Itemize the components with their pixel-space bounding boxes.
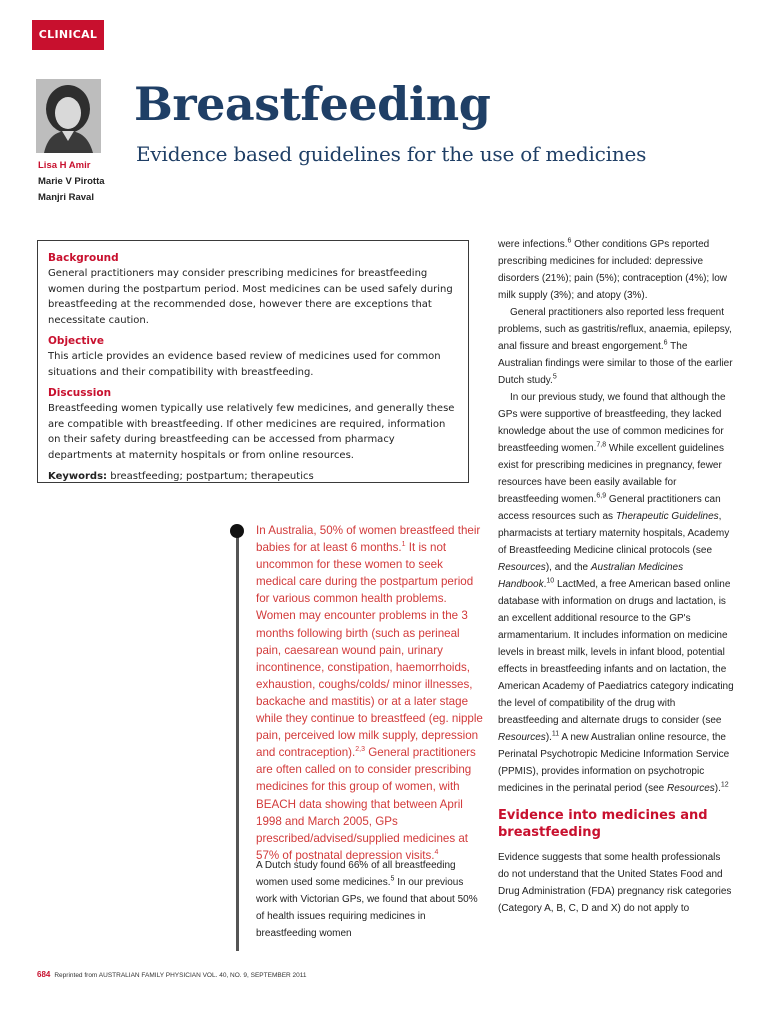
abstract-keywords (48, 469, 458, 485)
pull-quote-rule (236, 531, 239, 951)
citation-ref: 1 (401, 541, 406, 549)
pull-quote-text: In Australia, 50% of women breastfeed their babies for at least 6 months. (256, 524, 481, 555)
article-title: Breastfeeding (134, 77, 491, 131)
article-subtitle: Evidence based guidelines for the use of medicines (136, 142, 647, 166)
body-paragraph: Evidence suggests that some health professionals do not understand that the United States Food and Drug Administration (FDA) pregnancy risk categories (Category A, B, C, D and X) do not apply to (498, 852, 732, 914)
body-paragraph: were infections.$^6$ Other conditions GPs reported prescribing medicines for included: depressive disorders (21%); pain (5%); contraception (4%); low milk supply (3%); and atopy (3%). (498, 237, 727, 301)
abstract-objective-text: This article provides an evidence based review of medicines used for common situations and their compatibility with breastfeeding. (48, 351, 441, 378)
abstract-box (37, 240, 469, 483)
abstract-discussion-text: Breastfeeding women typically use relatively few medicines, and generally these are compatible with breastfeeding. If other medicines are required, information on their safety during breastfeeding can be accessed from pharmacy departments at maternity hospitals or from online resources. (48, 403, 455, 461)
pull-quote-text: General practitioners are often called on to consider prescribing medicines for this group of women, with BEACH data showing that between April 1998 and March 2005, GPs prescribed/advised/supplied medicines at 57% of postnatal depression visits. (256, 746, 476, 862)
citation-ref: 5 (390, 875, 395, 883)
author-name: Marie V Pirotta (38, 176, 105, 187)
citation-ref: 10 (546, 577, 555, 585)
citation-ref: 12 (720, 781, 729, 789)
author-photo (36, 79, 101, 153)
keywords-label: Keywords: (48, 471, 108, 482)
citation-ref: 6 (663, 339, 668, 347)
body-column-right (498, 236, 734, 917)
abstract-heading-discussion: Discussion (48, 387, 112, 399)
citation-ref: 5 (552, 373, 557, 381)
body-column-left (256, 857, 484, 942)
body-paragraph: In our previous study, we found that although the GPs were supportive of breastfeeding, they lacked knowledge about the use of common medicines for breastfeeding women.$^{7,8}$ While excellent guidelines exist for prescribing medicines in pregnancy, fewer resources have been easily available for breastfeeding women.$^{6,9}$ General practitioners can access resources such as Therapeutic Guidelines, pharmacists at tertiary maternity hospitals, Academy of Breastfeeding Medicine clinical protocols (see Resources), and the Australian Medicines Handbook.$^{10}$ LactMed, a free American based online database with information on drugs and lactation, is an excellent additional resource to the GP's armamentarium. It includes information on medicine levels in breast milk, levels in infant blood, potential effects in breastfeeding infants and on lactation, the American Academy of Paediatrics category indicating the level of compatibility of the drug with breastfeeding and alternate drugs to consider (see Resources).$^{11}$ A new Australian online resource, the Perinatal Psychotropic Medicine Information Service (PPMIS), provides information on psychotropic medicines in the perinatal period (see Resources).$^{12}$ (498, 392, 734, 794)
citation-ref: 6,9 (596, 492, 607, 500)
abstract-heading-objective: Objective (48, 335, 104, 347)
section-label: CLINICAL (32, 20, 104, 50)
pull-quote-text: It is not uncommon for these women to seek medical care during the postpartum period for various common health problems. Women may encounter problems in the 3 months following birth (such as perineal pain, caesarean wound pain, urinary incontinence, constipation, haemorrhoids, exhaustion, coughs/colds/ minor illnesses, backache and mastitis) or at a later stage while they continue to breastfeed (eg. nipple pain, perceived low milk supply, depression and contraception). (256, 541, 483, 760)
footer-citation: Reprinted from AUSTRALIAN FAMILY PHYSICIAN VOL. 40, NO. 9, SEPTEMBER 2011 (54, 972, 307, 979)
citation-ref: 7,8 (596, 441, 607, 449)
pull-quote-bullet (230, 524, 244, 538)
abstract-heading-background: Background (48, 252, 119, 264)
author-name: Lisa H Amir (38, 160, 91, 171)
body-paragraph: General practitioners also reported less frequent problems, such as gastritis/reflux, anaemia, epilepsy, anal fissure and breast engorgement.$^6$ The Australian findings were similar to those of the earlier Dutch study.$^5$ (498, 307, 733, 386)
citation-ref: 11 (551, 730, 560, 738)
citation-ref: 2,3 (355, 746, 365, 754)
body-paragraph: A Dutch study found 66% of all breastfeeding women used some medicines.$^5$ In our previous work with Victorian GPs, we found that about 50% of health issues requiring medicines in breastfeeding women (256, 860, 478, 939)
citation-ref: 6 (567, 237, 572, 245)
citation-ref: 4 (434, 848, 439, 856)
author-list (38, 158, 138, 206)
section-heading: Evidence into medicines and breastfeeding (498, 808, 708, 840)
page-number: 684 (37, 970, 51, 979)
page-footer (37, 970, 307, 979)
abstract-background-text: General practitioners may consider prescribing medicines for breastfeeding women during the postpartum period. Most medicines can be used safely during breastfeeding at the recommended dose, however there are exceptions that necessitate caution. (48, 268, 453, 326)
pull-quote (256, 522, 486, 864)
author-name: Manjri Raval (38, 192, 94, 203)
keywords-text: breastfeeding; postpartum; therapeutics (110, 471, 314, 482)
